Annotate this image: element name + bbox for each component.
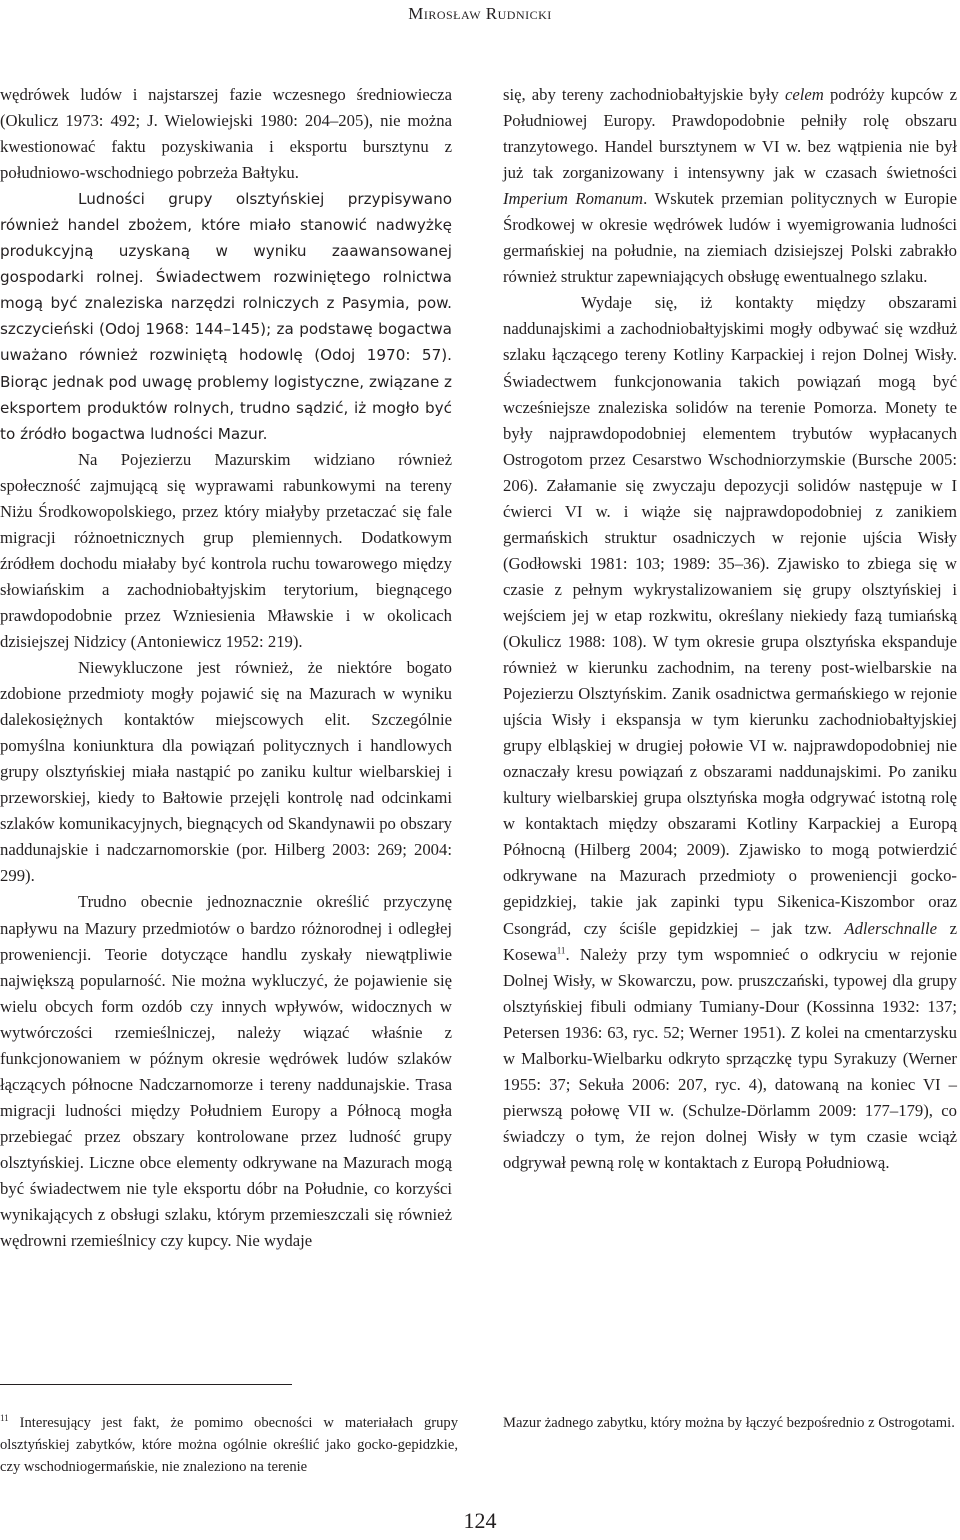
paragraph-5: Trudno obecnie jednoznacznie określić przyczynę napływu na Mazury przedmiotów o bardzo różnorodnej i odległej proweniencji. Teorie dotyczące handlu zyskały niewątpliwie największą popularność. Nie można wykluczyć, że pojawienie się wielu obcych form ozdób czy innych wpływów, widocznych w wytwórczości rzemieślniczej, należy wiązać właśnie z funkcjonowaniem w późnym okresie wędrówek ludów szlaków łączących północne Nadczarnomorze i tereny naddunajskie. Trasa migracji ludności między Południem Europy a Północą mogła przebiegać przez obszary kontrolowane przez ludność grupy olsztyńskiej. Liczne obce elementy odkrywane na Mazurach mogą być świadectwem nie tyle eksportu dóbr na Południe, co korzyści wynikających z obsługi szlaku, którym przemieszczali się również wędrowni rzemieślnicy czy kupcy. Nie wydaje <box>0 892 452 1251</box>
paragraph-4: Niewykluczone jest również, że niektóre bogato zdobione przedmioty mogły pojawić się na Mazurach w wyniku dalekosiężnych kontaktów miejscowych elit. Szczególnie pomyślna koniunktura dla powiązań politycznych i handlowych grupy olsztyńskiej miała nastąpić po zaniku kultur wielbarskiej i przeworskiej, kiedy to Bałtowie przejęli kontrolę nad odcinkami szlaków komunikacyjnych, biegnących od Skandynawii po obszary naddunajskie i nadczarnomorskie (por. Hilberg 2003: 269; 2004: 299). <box>0 658 452 886</box>
footnote-separator <box>0 1384 292 1385</box>
italic-text: celem <box>784 85 824 104</box>
footnote-reference[interactable]: 11 <box>556 944 566 955</box>
text-run: z Kosewa <box>503 918 957 964</box>
text-run: się, aby tereny zachodniobałtyjskie były <box>503 85 785 104</box>
paragraph-3: Na Pojezierzu Mazurskim widziano również społeczność zajmującą się wyprawami rabunkowymi na tereny Niżu Środkowopolskiego, przez który miałyby przetaczać się fale migracji różnoetnicznych grup plemiennych. Dodatkowym źródłem dochodu miałaby być kontrola ruchu towarowego między słowiańskim a zachodniobałtyjskim terytorium, biegnącego prawdopodobnie przez Wzniesienia Mławskie i w okolicach dzisiejszej Nidzicy (Antoniewicz 1952: 219). <box>0 449 452 651</box>
text-run: . Wskutek przemian politycznych w Europie Środkowej w okresie wędrówek ludów i wyemigrowania ludności germańskiej na południe, na ziemiach dzisiejszej Polski zabrakło również struktur zapewniających obsługę ewentualnego szlaku. <box>503 189 957 287</box>
italic-text: Adlerschnalle <box>844 918 938 938</box>
paragraph-7 <box>503 290 957 1176</box>
footnote-right: Mazur żadnego zabytku, który można by łączyć bezpośrednio z Ostrogotami. <box>503 1415 955 1431</box>
text-run: Wydaje się, iż kontakty między obszarami naddunajskimi a zachodniobałtyjskimi mogły odbywać się wzdłuż szlaku łączącego tereny Kotliny Karpackiej i rejon Dolnej Wisły. Świadectwem funkcjonowania takich powiązań mogą być wcześniejsze znaleziska solidów na terenie Pomorza. Monety te były najprawdopodobniej elementem trybutów wypłacanych Ostrogotom przez Cesarstwo Wschodniorzymskie (Bursche 2005: 206). Załamanie się zwyczaju depozycji solidów następuje w I ćwierci VI w. i wiąże się najprawdopodobniej z zanikiem germańskich struktur osadniczych w rejonie ujścia Wisły (Godłowski 1981: 103; 1989: 35–36). Zjawisko to zbiega się w czasie z pełnym wykrystalizowaniem się grupy olsztyńskiej i wejściem jej w etap rozkwitu, określany niekiedy fazą tumiańską (Okulicz 1988: 108). W tym okresie grupa olsztyńska ekspanduje również w kierunku zachodnim, na tereny post-wielbarskie na Pojezierzu Olsztyńskim. Zanik osadnictwa germańskiego w rejonie ujścia Wisły i ekspansja w tym kierunku zachodniobałtyjskiej grupy elbląskiej w drugiej połowie VI w. najprawdopodobniej nie oznaczały kresu powiązań z obszarami naddunajskimi. Po zaniku kultury wielbarskiej grupa olsztyńska mogła odgrywać istotną rolę w kontaktach między obszarami Kotliny Karpackiej a Europą Północną (Hilberg 2004; 2009). Zjawisko to mogą potwierdzić odkrywane na Mazurach przedmioty o proweniencji gocko-gepidzkiej, takie jak zapinki typu Sikenica-Kiszombor oraz Csongrád, czy ściśle gepidzkiej – jak tzw. <box>503 293 957 938</box>
text-run: podróży kupców z Południowej Europy. Prawdopodobnie pełniły rolę obszaru tranzytowego. Handel bursztynem w VI w. bez wątpienia nie był już tak zorganizowany i intensywny jak w czasach świetności <box>503 85 957 183</box>
text-run: . Należy przy tym wspomnieć o odkryciu w rejonie Dolnej Wisły, w Skowarczu, pow. pruszczański, typowej dla grupy olsztyńskiej fibuli odmiany Tumiany-Dour (Kossinna 1932: 137; Petersen 1936: 63, ryc. 52; Werner 1951). Z kolei na cmentarzysku w Malborku-Wielbarku odkryto sprzączkę typu Syrakuzy (Werner 1955: 37; Sekuła 2006: 207, ryc. 4), datowaną na koniec VI – pierwszą połowę VII w. (Schulze-Dörlamm 2009: 177–179), co świadczy o tym, że rejon dolnej Wisły w tym czasie wciąż odgrywał pewną rolę w kontaktach z Europą Południową. <box>503 944 957 1172</box>
footnote-left <box>0 1412 458 1478</box>
right-column <box>503 82 957 1176</box>
italic-text: Imperium Romanum <box>503 189 644 209</box>
running-head: Mirosław Rudnicki <box>408 4 552 23</box>
footnote-number: 11 <box>0 1413 9 1424</box>
page-number: 124 <box>463 1508 497 1533</box>
left-column <box>0 82 452 1254</box>
paragraph-1: wędrówek ludów i najstarszej fazie wczesnego średniowiecza (Okulicz 1973: 492; J. Wielowiejski 1980: 204–205), nie można kwestionować faktu pozyskiwania i eksportu bursztynu z południowo-wschodniego pobrzeża Bałtyku. <box>0 85 452 183</box>
paragraph-2: Ludności grupy olsztyńskiej przypisywano również handel zbożem, które miało stanowić nadwyżkę produkcyjną uzyskaną w wyniku zaawansowanej gospodarki rolnej. Świadectwem rozwiniętego rolnictwa mogą być znaleziska narzędzi rolniczych z Pasymia, pow. szczycieński (Odoj 1968: 144–145); za podstawę bogactwa uważano również rozwiniętą hodowlę (Odoj 1970: 57). Biorąc jednak pod uwagę problemy logistyczne, związane z eksportem produktów rolnych, trudno sądzić, iż mogło być to źródło bogactwa ludności Mazur. <box>0 190 452 443</box>
paragraph-6 <box>503 82 957 290</box>
footnote-text: Interesujący jest fakt, że pomimo obecności w materiałach grupy olsztyńskiej zabytków, które można ogólnie określić jako gocko-gepidzkie, czy wschodniogermańskie, nie znaleziono na terenie <box>0 1415 458 1475</box>
